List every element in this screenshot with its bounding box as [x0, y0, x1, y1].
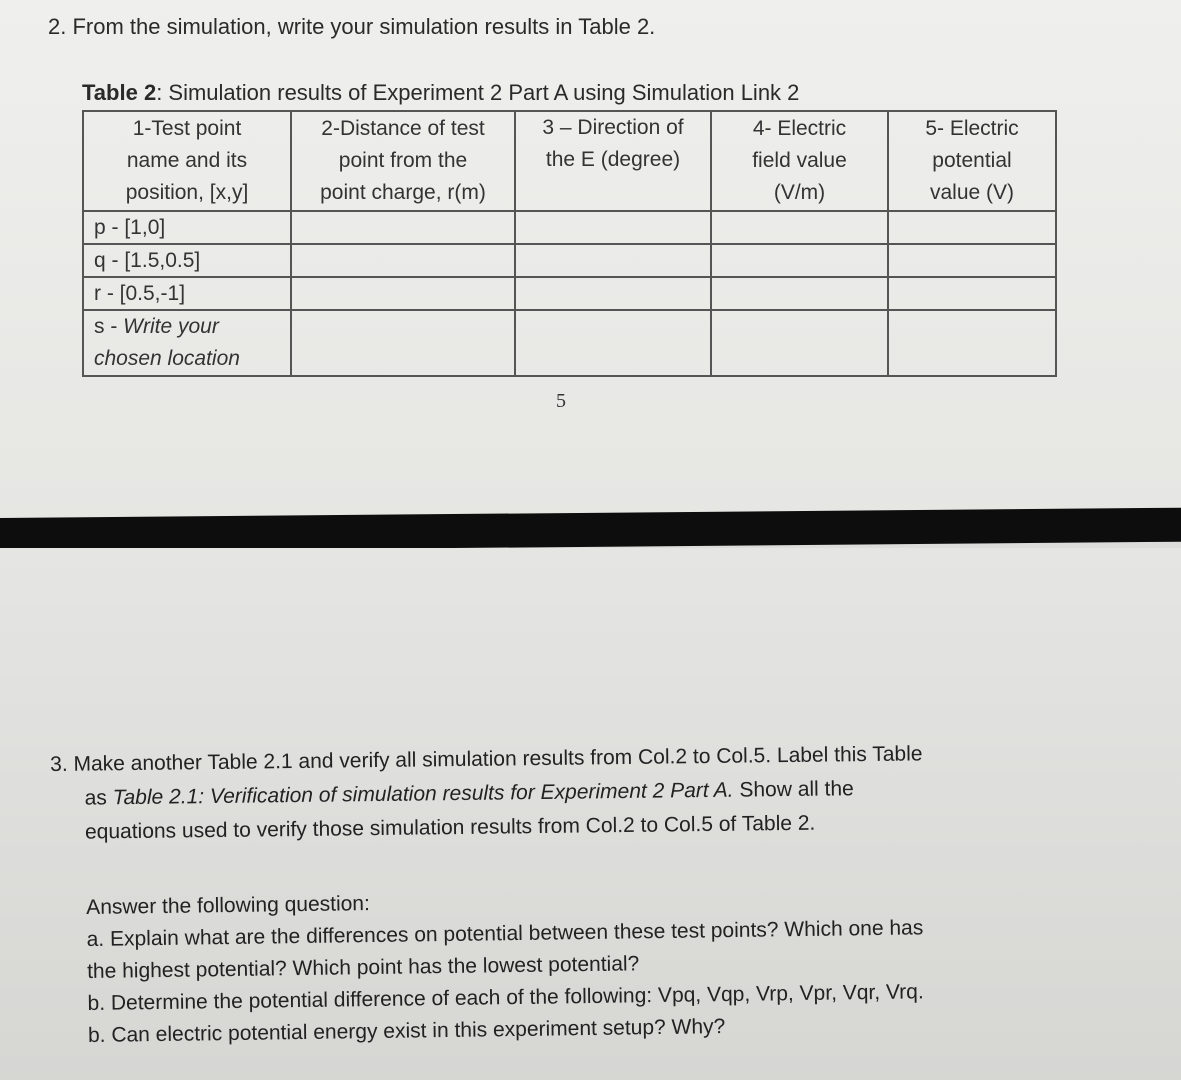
header-field-value: 4- Electric field value (V/m) [711, 111, 888, 211]
question-3-line-3: equations used to verify those simulation results from Col.2 to Col.5 of Table 2. [84, 811, 816, 844]
empty-cell[interactable] [711, 277, 888, 310]
question-3-line-1: 3. Make another Table 2.1 and verify all simulation results from Col.2 to Col.5. Label this Table [50, 742, 923, 776]
table-row [83, 277, 1056, 310]
answer-item-a-line-2: the highest potential? Which point has the lowest potential? [86, 952, 640, 983]
table-row [83, 244, 1056, 277]
question-3-line-2: as Table 2.1: Verification of simulation results for Experiment 2 Part A. Show all the [84, 777, 854, 810]
table-row [83, 211, 1056, 244]
empty-cell[interactable] [291, 310, 515, 376]
empty-cell[interactable] [711, 310, 888, 376]
empty-cell[interactable] [291, 277, 515, 310]
row-label: q - [1.5,0.5] [83, 244, 291, 277]
answer-item-b-1: b. Determine the potential difference of each of the following: Vpq, Vqp, Vrp, Vpr, Vqr, Vrq. [87, 980, 924, 1015]
table-header-row [83, 111, 1056, 211]
empty-cell[interactable] [515, 211, 711, 244]
empty-cell[interactable] [515, 244, 711, 277]
table-row [83, 310, 1056, 376]
question-3 [50, 736, 1061, 850]
empty-cell[interactable] [888, 310, 1056, 376]
empty-cell[interactable] [711, 211, 888, 244]
table-caption-label: Table 2 [82, 80, 157, 105]
table-caption [82, 80, 799, 106]
row-label: p - [1,0] [83, 211, 291, 244]
answer-section [86, 878, 1068, 1052]
header-direction: 3 – Direction of the E (degree) [515, 111, 711, 211]
page-number: 5 [556, 390, 566, 412]
header-test-point: 1-Test point name and its position, [x,y] [83, 111, 291, 211]
answer-heading: Answer the following question: [86, 892, 371, 919]
empty-cell[interactable] [291, 211, 515, 244]
row-label: r - [0.5,-1] [83, 277, 291, 310]
empty-cell[interactable] [888, 244, 1056, 277]
empty-cell[interactable] [711, 244, 888, 277]
empty-cell[interactable] [515, 277, 711, 310]
answer-item-b-2: b. Can electric potential energy exist in this experiment setup? Why? [87, 1015, 726, 1047]
table-caption-text: : Simulation results of Experiment 2 Part A using Simulation Link 2 [156, 80, 800, 105]
header-distance: 2-Distance of test point from the point charge, r(m) [291, 111, 515, 211]
results-table [82, 110, 1057, 377]
question-2: 2. From the simulation, write your simulation results in Table 2. [48, 14, 656, 39]
empty-cell[interactable] [888, 211, 1056, 244]
answer-item-a-line-1: a. Explain what are the differences on potential between these test points? Which one has [86, 916, 924, 951]
empty-cell[interactable] [291, 244, 515, 277]
empty-cell[interactable] [515, 310, 711, 376]
empty-cell[interactable] [888, 277, 1056, 310]
row-label: s - Write your chosen location [83, 310, 291, 376]
header-potential: 5- Electric potential value (V) [888, 111, 1056, 211]
